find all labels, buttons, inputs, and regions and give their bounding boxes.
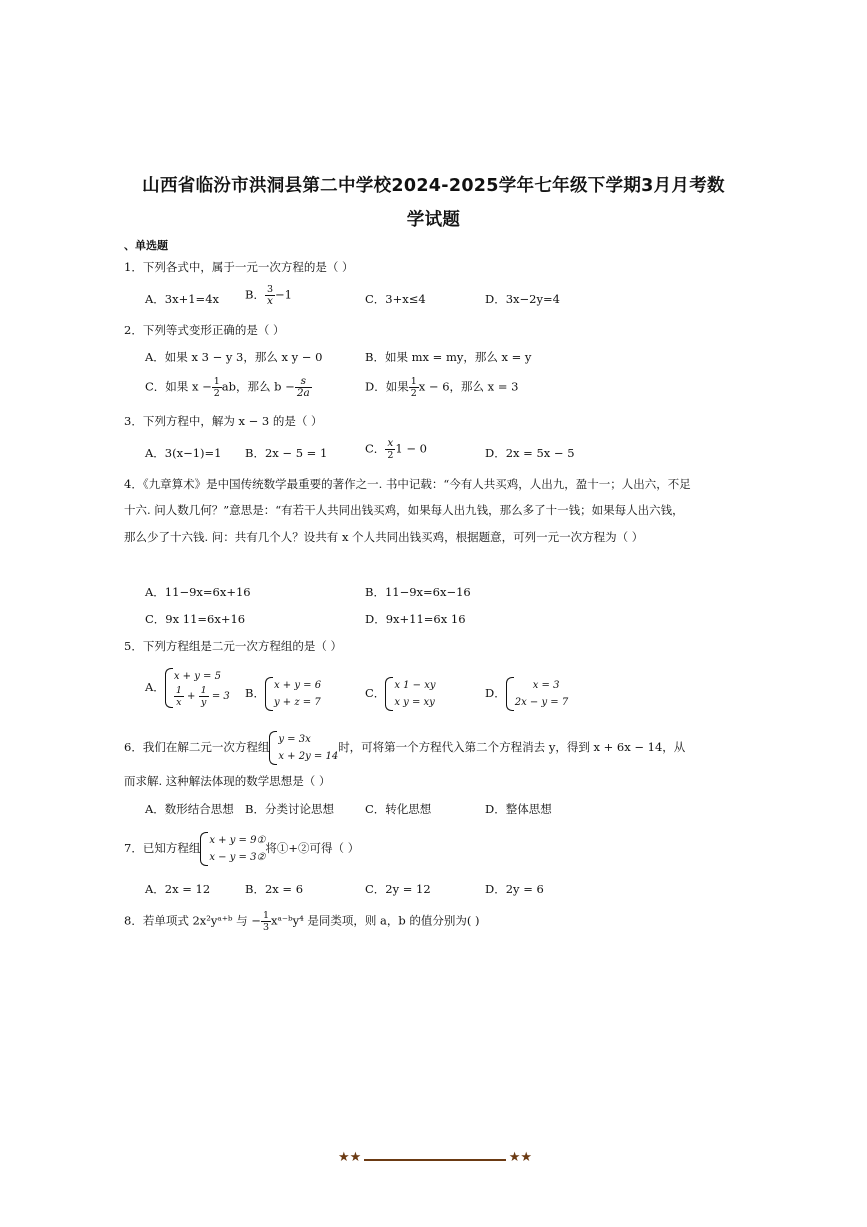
footer-ornament bbox=[338, 1152, 532, 1166]
equation-row: x y = xy bbox=[394, 697, 435, 708]
equation-row: x − y = 3② bbox=[209, 852, 266, 863]
fraction bbox=[212, 376, 222, 399]
q4-option-a[interactable]: A．11−9x=6x+16 bbox=[145, 585, 251, 599]
numerator: 1 bbox=[200, 685, 207, 696]
numerator: 1 bbox=[175, 685, 182, 696]
option-tail: 1 − 0 bbox=[395, 441, 427, 456]
q2-option-d[interactable] bbox=[365, 376, 518, 399]
q7-option-c[interactable]: C．2y = 12 bbox=[365, 882, 431, 896]
option-text: ab，那么 b − bbox=[221, 379, 295, 394]
equation-row: x + 2y = 14 bbox=[278, 751, 339, 762]
question-4-stem: 4．《九章算术》是中国传统数学最重要的著作之一. 书中记载：“今有人共买鸡，人出九，盈十一；人出六，不足十六. 问人数几何？”意思是：“有若干人共同出钱买鸡，如果每人出九钱，那么多了十一钱；如果每人出六钱，那么少了十六钱. 问：共有几个人？设共有 x 个人共同出钱买鸡，根据题意，可列一元一次方程为（ ） bbox=[124, 477, 691, 544]
denominator: 3 bbox=[262, 922, 269, 933]
fraction bbox=[295, 376, 312, 399]
equation-system bbox=[506, 677, 569, 711]
fraction bbox=[385, 438, 395, 461]
question-1-stem: 1．下列各式中，属于一元一次方程的是（ ） bbox=[124, 260, 354, 274]
option-text: x − 6，那么 x = 3 bbox=[418, 379, 519, 394]
stem-text: 7．已知方程组 bbox=[124, 841, 201, 855]
equation-row: x + y = 6 bbox=[273, 680, 322, 691]
question-2-stem: 2．下列等式变形正确的是（ ） bbox=[124, 323, 285, 337]
q3-option-a[interactable]: A．3(x−1)=1 bbox=[145, 446, 222, 460]
left-brace bbox=[265, 677, 273, 711]
fraction bbox=[174, 685, 184, 708]
equation-system bbox=[200, 832, 265, 866]
page-title-line-2: 学试题 bbox=[406, 210, 461, 230]
q5-option-a[interactable] bbox=[145, 668, 230, 708]
q3-option-b[interactable]: B．2x − 5 = 1 bbox=[245, 446, 328, 460]
q1-option-d[interactable]: D．3x−2y=4 bbox=[485, 292, 560, 306]
denominator: x bbox=[176, 697, 182, 708]
q4-option-d[interactable]: D．9x+11=6x 16 bbox=[365, 612, 466, 626]
q6-option-d[interactable]: D．整体思想 bbox=[485, 802, 552, 816]
option-label: C． bbox=[365, 441, 386, 456]
q6-option-b[interactable]: B．分类讨论思想 bbox=[245, 802, 334, 816]
option-text: C．如果 x − bbox=[145, 379, 212, 394]
q7-option-a[interactable]: A．2x = 12 bbox=[145, 882, 211, 896]
q7-option-b[interactable]: B．2x = 6 bbox=[245, 882, 304, 896]
left-brace bbox=[200, 832, 208, 866]
option-label: A． bbox=[145, 680, 165, 694]
equation-system bbox=[265, 677, 321, 711]
numerator: x bbox=[385, 438, 395, 450]
equation-row: $\frac{1}{x}$ + $\frac{1}{y}$ = 3 bbox=[175, 685, 230, 708]
numerator: 1 bbox=[262, 910, 269, 921]
q6-option-c[interactable]: C．转化思想 bbox=[365, 802, 432, 816]
q4-option-c[interactable]: C．9x 11=6x+16 bbox=[145, 612, 246, 626]
denominator: 2 bbox=[410, 388, 417, 399]
q2-option-c[interactable] bbox=[145, 376, 312, 399]
numerator: s bbox=[295, 376, 312, 388]
fraction bbox=[199, 685, 209, 708]
equation-system bbox=[269, 731, 338, 765]
denominator: 2 bbox=[387, 450, 394, 461]
option-label: D． bbox=[485, 686, 506, 700]
q1-option-c[interactable]: C．3+x≤4 bbox=[365, 292, 426, 306]
equation-row: y + z = 7 bbox=[273, 697, 321, 708]
q5-option-b[interactable] bbox=[245, 677, 321, 711]
q3-option-c[interactable] bbox=[365, 438, 427, 461]
q3-option-d[interactable]: D．2x = 5x − 5 bbox=[485, 446, 575, 460]
option-label: B． bbox=[245, 287, 265, 302]
question-3-stem: 3．下列方程中，解为 x − 3 的是（ ） bbox=[124, 414, 323, 428]
q5-option-d[interactable] bbox=[485, 677, 568, 711]
option-text: D．如果 bbox=[365, 379, 409, 394]
question-6-stem-line-2: 而求解. 这种解法体现的数学思想是（ ） bbox=[124, 774, 331, 788]
page-title-line-1: 山西省临汾市洪洞县第二中学校2024-2025学年七年级下学期3月月考数 bbox=[142, 176, 725, 196]
numerator: 1 bbox=[410, 376, 417, 387]
q7-option-d[interactable]: D．2y = 6 bbox=[485, 882, 544, 896]
denominator: 2a bbox=[296, 387, 310, 399]
divider bbox=[364, 1159, 506, 1161]
option-label: C． bbox=[365, 686, 386, 700]
question-7-stem bbox=[124, 832, 359, 866]
q1-option-b[interactable] bbox=[245, 284, 292, 307]
section-heading: 、单选题 bbox=[124, 239, 168, 252]
q4-option-b[interactable]: B．11−9x=6x−16 bbox=[365, 585, 471, 599]
equation-system bbox=[385, 677, 435, 711]
stem-text: 8．若单项式 2x²yᵃ⁺ᵇ 与 − bbox=[124, 913, 261, 928]
equation-row: x = 3 bbox=[532, 680, 560, 691]
equation-system bbox=[165, 668, 230, 708]
left-brace bbox=[506, 677, 514, 711]
stem-text: 将①+②可得（ ） bbox=[265, 841, 360, 855]
equation-row: x 1 − xy bbox=[394, 680, 436, 691]
equation-row: y = 3x bbox=[278, 734, 311, 745]
equation-row: 2x − y = 7 bbox=[514, 697, 569, 708]
numerator: 1 bbox=[213, 376, 220, 387]
equation-row: x + y = 5 bbox=[173, 671, 221, 682]
equation-row: x + y = 9① bbox=[209, 835, 266, 846]
question-6-stem bbox=[124, 731, 685, 765]
left-brace bbox=[165, 668, 173, 708]
option-label: B． bbox=[245, 686, 265, 700]
q5-option-c[interactable] bbox=[365, 677, 436, 711]
left-brace bbox=[269, 731, 277, 765]
denominator: 2 bbox=[213, 388, 220, 399]
q6-option-a[interactable]: A．数形结合思想 bbox=[145, 802, 234, 816]
fraction bbox=[261, 910, 271, 933]
star-icon: ★★ bbox=[338, 1150, 362, 1165]
equation-tail: = 3 bbox=[211, 691, 230, 702]
stem-text: 6．我们在解二元一次方程组 bbox=[124, 740, 270, 754]
fraction bbox=[265, 284, 275, 307]
q2-option-b[interactable]: B．如果 mx = my，那么 x = y bbox=[365, 350, 532, 364]
left-brace bbox=[385, 677, 393, 711]
stem-text: 时，可将第一个方程代入第二个方程消去 y，得到 x + 6x − 14，从 bbox=[338, 740, 686, 754]
fraction bbox=[409, 376, 419, 399]
denominator: y bbox=[200, 697, 207, 708]
stem-text: xᵃ⁻ᵇy⁴ 是同类项，则 a，b 的值分别为( ) bbox=[270, 913, 480, 928]
option-tail: −1 bbox=[275, 287, 292, 302]
numerator: 3 bbox=[266, 284, 273, 295]
q1-option-a[interactable]: A．3x+1=4x bbox=[145, 292, 219, 306]
star-icon: ★★ bbox=[508, 1150, 532, 1165]
q2-option-a[interactable]: A．如果 x 3 − y 3，那么 x y − 0 bbox=[145, 350, 323, 364]
denominator: x bbox=[267, 295, 273, 307]
question-8-stem bbox=[124, 910, 480, 933]
question-5-stem: 5．下列方程组是二元一次方程组的是（ ） bbox=[124, 639, 342, 653]
